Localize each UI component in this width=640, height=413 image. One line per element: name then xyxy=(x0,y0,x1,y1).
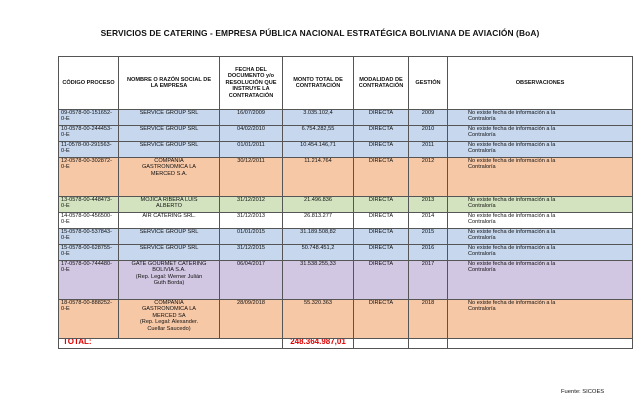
cell-nombre: SERVICE GROUP SRL xyxy=(119,110,220,126)
cell-codigo: 10-0578-00-244453-0-E xyxy=(59,126,119,142)
cell-nombre: SERVICE GROUP SRL xyxy=(119,229,220,245)
cell-nombre: SERVICE GROUP SRL xyxy=(119,245,220,261)
total-label: TOTAL: xyxy=(59,339,283,349)
table-row xyxy=(59,229,633,245)
cell-codigo: 12-0578-00-302872-0-E xyxy=(59,158,119,197)
cell-gestion: 2016 xyxy=(409,245,448,261)
cell-modalidad: DIRECTA xyxy=(354,300,409,339)
cell-nombre: SERVICE GROUP SRL xyxy=(119,126,220,142)
cell-modalidad: DIRECTA xyxy=(354,126,409,142)
cell-gestion: 2018 xyxy=(409,300,448,339)
cell-observaciones: No existe fecha de información a la Contraloría xyxy=(448,197,633,213)
cell-gestion: 2009 xyxy=(409,110,448,126)
table-row xyxy=(59,142,633,158)
cell-modalidad: DIRECTA xyxy=(354,261,409,300)
cell-fecha: 16/07/2009 xyxy=(220,110,283,126)
table-row xyxy=(59,245,633,261)
cell-observaciones: No existe fecha de información a la Contraloría xyxy=(448,126,633,142)
header-fecha: FECHA DEL DOCUMENTO y/o RESOLUCIÓN QUE INSTRUYE LA CONTRATACIÓN xyxy=(220,57,283,110)
document-title: SERVICIOS DE CATERING - EMPRESA PÚBLICA NACIONAL ESTRATÉGICA BOLIVIANA DE AVIACIÓN (BoA) xyxy=(100,28,540,38)
cell-observaciones: No existe fecha de información a la Contraloría xyxy=(448,142,633,158)
cell-codigo: 09-0578-00-151652-0-E xyxy=(59,110,119,126)
cell-nombre: COMPAÑIA GASTRONOMICA LA MERCED S.A. xyxy=(119,158,220,197)
cell-monto: 31.538.255,33 xyxy=(283,261,354,300)
cell-monto: 11.214.764 xyxy=(283,158,354,197)
cell-modalidad: DIRECTA xyxy=(354,158,409,197)
cell-gestion: 2014 xyxy=(409,213,448,229)
catering-contracts-table xyxy=(58,56,633,349)
cell-codigo: 15-0578-00-628755-0-E xyxy=(59,245,119,261)
table-row xyxy=(59,300,633,339)
cell-observaciones: No existe fecha de información a la Contraloría xyxy=(448,110,633,126)
cell-fecha: 31/12/2013 xyxy=(220,213,283,229)
table-row xyxy=(59,126,633,142)
cell-nombre: AIR CATERING SRL. xyxy=(119,213,220,229)
cell-monto: 10.454.146,71 xyxy=(283,142,354,158)
cell-modalidad: DIRECTA xyxy=(354,213,409,229)
header-codigo: CÓDIGO PROCESO xyxy=(59,57,119,110)
table-row xyxy=(59,158,633,197)
cell-codigo: 14-0578-00-456500-0-E xyxy=(59,213,119,229)
cell-nombre: GATE GOURMET CATERING BOLIVIA S.A. (Rep. Legal: Werner Julián Guth Borda) xyxy=(119,261,220,300)
cell-gestion: 2010 xyxy=(409,126,448,142)
cell-observaciones: No existe fecha de información a la Contraloría xyxy=(448,213,633,229)
cell-modalidad: DIRECTA xyxy=(354,245,409,261)
cell-gestion: 2012 xyxy=(409,158,448,197)
header-modalidad: MODALIDAD DE CONTRATACIÓN xyxy=(354,57,409,110)
cell-observaciones: No existe fecha de información a la Contraloría xyxy=(448,229,633,245)
table-row xyxy=(59,197,633,213)
cell-fecha: 31/12/2015 xyxy=(220,245,283,261)
cell-nombre: COMPAÑIA GASTRONOMICA LA MERCED SA (Rep. Legal: Alexander. Cuellar Saucedo) xyxy=(119,300,220,339)
cell-modalidad: DIRECTA xyxy=(354,110,409,126)
table-row xyxy=(59,261,633,300)
header-nombre: NOMBRE O RAZÓN SOCIAL DE LA EMPRESA xyxy=(119,57,220,110)
cell-gestion: 2015 xyxy=(409,229,448,245)
cell-fecha: 06/04/2017 xyxy=(220,261,283,300)
cell-monto: 31.189.508,82 xyxy=(283,229,354,245)
cell-codigo: 11-0578-00-291563-0-E xyxy=(59,142,119,158)
table-row xyxy=(59,213,633,229)
source-note: Fuente: SICOES xyxy=(561,389,605,395)
cell-monto: 21.496.836 xyxy=(283,197,354,213)
cell-observaciones: No existe fecha de información a la Contraloría xyxy=(448,245,633,261)
header-observaciones: OBSERVACIONES xyxy=(448,57,633,110)
cell-modalidad: DIRECTA xyxy=(354,197,409,213)
cell-fecha: 31/12/2012 xyxy=(220,197,283,213)
cell-observaciones: No existe fecha de información a la Contraloría xyxy=(448,300,633,339)
total-empty-cell xyxy=(354,339,409,349)
cell-modalidad: DIRECTA xyxy=(354,229,409,245)
cell-nombre: SERVICE GROUP SRL xyxy=(119,142,220,158)
cell-codigo: 15-0578-00-537843-0-E xyxy=(59,229,119,245)
total-empty-cell xyxy=(448,339,633,349)
header-monto: MONTO TOTAL DE CONTRATACIÓN xyxy=(283,57,354,110)
cell-codigo: 17-0578-00-744480-0-E xyxy=(59,261,119,300)
cell-nombre: MOJICA RIBERA LUIS ALBERTO xyxy=(119,197,220,213)
cell-modalidad: DIRECTA xyxy=(354,142,409,158)
cell-fecha: 01/01/2011 xyxy=(220,142,283,158)
header-gestion: GESTIÓN xyxy=(409,57,448,110)
total-empty-cell xyxy=(409,339,448,349)
cell-monto: 26.813.277 xyxy=(283,213,354,229)
cell-fecha: 30/12/2011 xyxy=(220,158,283,197)
cell-monto: 6.754.282,55 xyxy=(283,126,354,142)
cell-codigo: 18-0578-00-888252-0-E xyxy=(59,300,119,339)
cell-monto: 50.748.451,2 xyxy=(283,245,354,261)
cell-monto: 3.035.102,4 xyxy=(283,110,354,126)
cell-observaciones: No existe fecha de información a la Contraloría xyxy=(448,261,633,300)
total-value: 248.364.987,01 xyxy=(283,339,354,349)
cell-observaciones: No existe fecha de información a la Contraloría xyxy=(448,158,633,197)
total-row xyxy=(59,339,633,349)
table-row xyxy=(59,110,633,126)
cell-fecha: 28/09/2018 xyxy=(220,300,283,339)
cell-gestion: 2013 xyxy=(409,197,448,213)
header-row xyxy=(59,57,633,110)
cell-fecha: 01/01/2015 xyxy=(220,229,283,245)
cell-fecha: 04/02/2010 xyxy=(220,126,283,142)
cell-monto: 55.320.363 xyxy=(283,300,354,339)
cell-gestion: 2017 xyxy=(409,261,448,300)
cell-gestion: 2011 xyxy=(409,142,448,158)
cell-codigo: 13-0578-00-448473-0-E xyxy=(59,197,119,213)
